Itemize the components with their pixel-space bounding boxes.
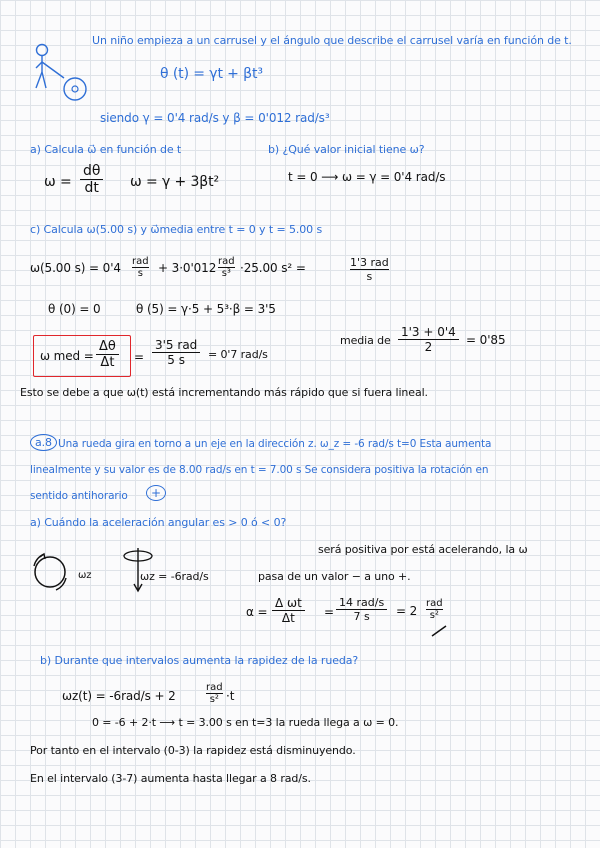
- answer-a-line2: pasa de un valor − a uno +.: [258, 570, 411, 583]
- theta-five: θ (5) = γ·5 + 5³·β = 3'5: [136, 302, 276, 316]
- conclusion: Esto se debe a que ω(t) está incrementando más rápido que si fuera lineal.: [20, 386, 428, 399]
- child-carousel-sketch: [28, 42, 98, 104]
- part-a-prompt: a) Calcula ω⃗ en función de t: [30, 143, 182, 156]
- part-c-prompt: c) Calcula ω(5.00 s) y ω⃗media entre t = 0 y t = 5.00 s: [30, 223, 323, 236]
- omega5-result: 1'3 rad s: [350, 256, 389, 283]
- problem-statement: Un niño empieza a un carrusel y el ángulo que describe el carrusel varía en función de t.: [92, 34, 572, 47]
- given-values: siendo γ = 0'4 rad/s y β = 0'012 rad/s³: [100, 111, 330, 125]
- initial-omega: t = 0 ⟶ ω = γ = 0'4 rad/s: [288, 170, 446, 184]
- omega-z-tail: ·t: [226, 689, 235, 703]
- mean-omega-lhs: ω med =: [40, 349, 94, 363]
- solve-zero: 0 = -6 + 2·t ⟶ t = 3.00 s en t=3 la rueda llega a ω = 0.: [92, 716, 399, 729]
- omega5-unit1: rad s: [132, 256, 149, 279]
- omega5-tail: ·25.00 s² =: [240, 261, 306, 275]
- problem-8-line2: linealmente y su valor es de 8.00 rad/s en t = 7.00 s Se considera positiva la rotación en: [30, 464, 489, 476]
- accel-result: = 2: [396, 604, 418, 618]
- omega-z-unit: rad s²: [206, 682, 223, 705]
- problem-8-line1: Una rueda gira en torno a un eje en la dirección z. ω_z = -6 rad/s t=0 Esta aumenta: [58, 438, 492, 450]
- answer-b-line1: Por tanto en el intervalo (0-3) la rapidez está disminuyendo.: [30, 744, 356, 757]
- check-mark: [430, 624, 450, 638]
- mean-omega-result: = 0'7 rad/s: [208, 348, 268, 361]
- omega-lhs: ω =: [44, 174, 72, 190]
- mean-omega-frac: Δθ Δt: [96, 339, 119, 370]
- angle-equation: θ (t) = γt + βt³: [160, 66, 263, 82]
- question-a: a) Cuándo la aceleración angular es > 0 ó < 0?: [30, 516, 287, 529]
- part-b-prompt: b) ¿Qué valor inicial tiene ω?: [268, 143, 425, 156]
- omega-z-label: ωz: [78, 570, 92, 581]
- accel-unit: rad s²: [426, 598, 443, 621]
- theta-zero: θ (0) = 0: [48, 302, 101, 316]
- omega5-plus: + 3·0'012: [158, 261, 217, 275]
- average-label: media de: [340, 334, 391, 347]
- accel-eq: =: [324, 605, 334, 619]
- dtheta-dt: dθ dt: [80, 163, 103, 196]
- average-frac: 1'3 + 0'4 2: [398, 325, 459, 354]
- omega-z-function: ωz(t) = -6rad/s + 2: [62, 689, 176, 703]
- accel-lhs: α =: [246, 605, 268, 619]
- positive-sign: +: [146, 485, 166, 501]
- average-result: = 0'85: [466, 333, 506, 347]
- omega-formula: ω = γ + 3βt²: [130, 174, 220, 190]
- omega5-lhs: ω(5.00 s) = 0'4: [30, 261, 121, 275]
- accel-frac: Δ ωt Δt: [272, 596, 305, 625]
- omega5-unit2: rad s³: [218, 256, 235, 279]
- mean-omega-eq: =: [134, 350, 144, 364]
- accel-values: 14 rad/s 7 s: [336, 596, 387, 623]
- mean-omega-values: 3'5 rad 5 s: [152, 338, 200, 367]
- answer-a-line1: será positiva por está acelerando, la ω: [318, 543, 528, 556]
- omega-z-value: ωz = -6rad/s: [140, 570, 209, 583]
- question-b: b) Durante que intervalos aumenta la rapidez de la rueda?: [40, 654, 359, 667]
- problem-8-line3: sentido antihorario: [30, 490, 128, 502]
- answer-b-line2: En el intervalo (3-7) aumenta hasta llegar a 8 rad/s.: [30, 772, 311, 785]
- problem-badge: a.8: [30, 434, 57, 451]
